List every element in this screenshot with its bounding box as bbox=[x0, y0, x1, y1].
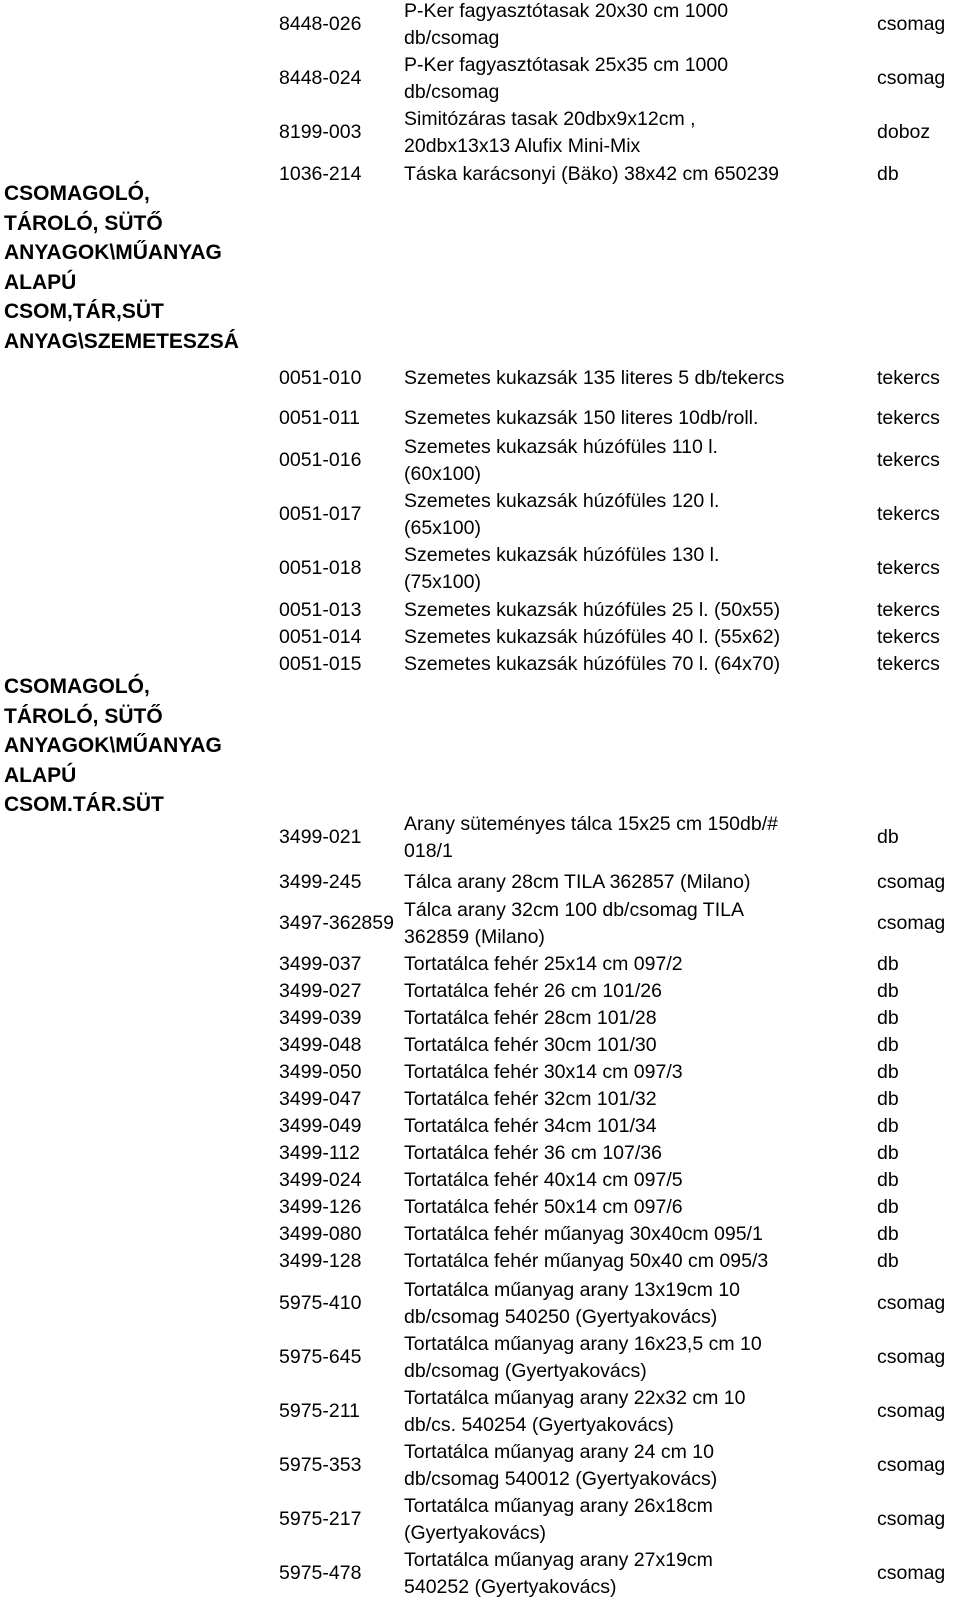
description-line: Szemetes kukazsák húzófüles 130 l. bbox=[404, 543, 720, 566]
product-unit: db bbox=[877, 1115, 899, 1138]
product-code: 5975-478 bbox=[279, 1562, 362, 1585]
product-code: 0051-014 bbox=[279, 626, 362, 649]
description-line: db/csomag bbox=[404, 27, 500, 49]
product-code: 5975-410 bbox=[279, 1292, 362, 1315]
product-unit: db bbox=[877, 163, 899, 186]
product-description bbox=[404, 0, 864, 53]
product-unit: csomag bbox=[877, 871, 946, 894]
product-description bbox=[404, 1547, 864, 1602]
product-unit: db bbox=[877, 1007, 899, 1030]
product-description bbox=[404, 597, 864, 625]
category-line: ANYAGOK\MŰANYAG bbox=[4, 734, 222, 757]
description-line: db/cs. 540254 (Gyertyakovács) bbox=[404, 1414, 674, 1436]
description-line: Tortatálca fehér 28cm 101/28 bbox=[404, 1007, 657, 1030]
product-description bbox=[404, 1493, 864, 1548]
product-unit: db bbox=[877, 980, 899, 1003]
product-code: 3499-112 bbox=[279, 1142, 360, 1165]
description-line: 20dbx13x13 Alufix Mini-Mix bbox=[404, 135, 641, 157]
description-line: db/csomag bbox=[404, 81, 500, 103]
description-line: Táska karácsonyi (Bäko) 38x42 cm 650239 bbox=[404, 163, 780, 186]
product-unit: tekercs bbox=[877, 653, 940, 676]
product-description bbox=[404, 161, 864, 189]
product-unit: db bbox=[877, 826, 899, 849]
description-line: Tortatálca műanyag arany 16x23,5 cm 10 bbox=[404, 1332, 762, 1355]
product-description bbox=[404, 1439, 864, 1494]
product-code: 0051-013 bbox=[279, 599, 362, 622]
product-description bbox=[404, 1032, 864, 1060]
product-unit: db bbox=[877, 1196, 899, 1219]
product-unit: doboz bbox=[877, 121, 931, 144]
product-description bbox=[404, 1086, 864, 1114]
category-line: CSOMAGOLÓ, bbox=[4, 182, 150, 205]
product-unit: csomag bbox=[877, 1346, 946, 1369]
product-code: 3499-050 bbox=[279, 1061, 362, 1084]
product-description bbox=[404, 1059, 864, 1087]
description-line: Tortatálca fehér 34cm 101/34 bbox=[404, 1115, 657, 1138]
product-code: 3499-245 bbox=[279, 871, 362, 894]
product-description bbox=[404, 405, 864, 433]
product-code: 0051-011 bbox=[279, 407, 360, 430]
product-code: 3499-039 bbox=[279, 1007, 362, 1030]
product-unit: db bbox=[877, 1250, 899, 1273]
product-unit: db bbox=[877, 1088, 899, 1111]
product-code: 3499-047 bbox=[279, 1088, 362, 1111]
description-line: Szemetes kukazsák 135 literes 5 db/tekercs bbox=[404, 367, 785, 390]
product-unit: db bbox=[877, 1061, 899, 1084]
product-code: 0051-017 bbox=[279, 503, 362, 526]
category-line: CSOMAGOLÓ, bbox=[4, 675, 150, 698]
product-code: 5975-211 bbox=[279, 1400, 360, 1423]
product-code: 8448-026 bbox=[279, 13, 362, 36]
product-unit: db bbox=[877, 1223, 899, 1246]
description-line: Tortatálca fehér 40x14 cm 097/5 bbox=[404, 1169, 683, 1192]
product-code: 5975-217 bbox=[279, 1508, 362, 1531]
product-unit: csomag bbox=[877, 1508, 946, 1531]
product-code: 3499-126 bbox=[279, 1196, 362, 1219]
description-line: Tortatálca fehér 30cm 101/30 bbox=[404, 1034, 657, 1057]
category-cell bbox=[4, 179, 266, 349]
category-line: ANYAG\SZEMETESZSÁ bbox=[4, 329, 239, 349]
product-description bbox=[404, 1167, 864, 1195]
description-line: Tortatálca műanyag arany 13x19cm 10 bbox=[404, 1278, 741, 1301]
description-line: Arany süteményes tálca 15x25 cm 150db/# bbox=[404, 812, 778, 835]
category-cell bbox=[4, 672, 266, 820]
description-line: Tortatálca fehér 30x14 cm 097/3 bbox=[404, 1061, 683, 1084]
product-unit: db bbox=[877, 953, 899, 976]
product-description bbox=[404, 106, 864, 161]
product-code: 1036-214 bbox=[279, 163, 362, 186]
product-code: 0051-016 bbox=[279, 449, 362, 472]
category-line: TÁROLÓ, SÜTŐ bbox=[4, 704, 163, 728]
description-line: Tortatálca fehér 50x14 cm 097/6 bbox=[404, 1196, 683, 1219]
product-description bbox=[404, 1113, 864, 1141]
description-line: P-Ker fagyasztótasak 20x30 cm 1000 bbox=[404, 0, 729, 22]
description-line: Szemetes kukazsák húzófüles 70 l. (64x70) bbox=[404, 653, 781, 676]
product-code: 3499-049 bbox=[279, 1115, 362, 1138]
product-unit: csomag bbox=[877, 912, 946, 935]
product-description bbox=[404, 811, 864, 866]
product-code: 3499-024 bbox=[279, 1169, 362, 1192]
category-line: ALAPÚ bbox=[4, 270, 77, 294]
description-line: Tortatálca műanyag arany 26x18cm bbox=[404, 1494, 713, 1517]
description-line: Tortatálca fehér 32cm 101/32 bbox=[404, 1088, 657, 1111]
product-code: 8448-024 bbox=[279, 67, 362, 90]
description-line: Tortatálca fehér 25x14 cm 097/2 bbox=[404, 953, 683, 976]
description-line: db/csomag (Gyertyakovács) bbox=[404, 1360, 647, 1382]
description-line: Tálca arany 32cm 100 db/csomag TILA bbox=[404, 898, 744, 921]
description-line: Szemetes kukazsák húzófüles 25 l. (50x55) bbox=[404, 599, 781, 622]
product-code: 3499-027 bbox=[279, 980, 362, 1003]
product-description bbox=[404, 978, 864, 1006]
description-line: P-Ker fagyasztótasak 25x35 cm 1000 bbox=[404, 53, 729, 76]
category-line: TÁROLÓ, SÜTŐ bbox=[4, 211, 163, 235]
product-unit: csomag bbox=[877, 67, 946, 90]
description-line: (Gyertyakovács) bbox=[404, 1522, 546, 1544]
product-code: 3497-362859 bbox=[279, 912, 394, 935]
product-description bbox=[404, 434, 864, 489]
product-unit: tekercs bbox=[877, 626, 940, 649]
product-description bbox=[404, 1140, 864, 1168]
description-line: Tortatálca műanyag arany 22x32 cm 10 bbox=[404, 1386, 746, 1409]
product-unit: csomag bbox=[877, 1562, 946, 1585]
description-line: db/csomag 540012 (Gyertyakovács) bbox=[404, 1468, 718, 1490]
product-unit: csomag bbox=[877, 1292, 946, 1315]
product-code: 3499-021 bbox=[279, 826, 362, 849]
description-line: Szemetes kukazsák 150 literes 10db/roll. bbox=[404, 407, 759, 430]
description-line: (65x100) bbox=[404, 517, 481, 539]
product-code: 3499-048 bbox=[279, 1034, 362, 1057]
product-description bbox=[404, 365, 864, 393]
description-line: Szemetes kukazsák húzófüles 110 l. bbox=[404, 435, 718, 458]
category-line: CSOM.TÁR.SÜT bbox=[4, 793, 164, 816]
product-code: 0051-018 bbox=[279, 557, 362, 580]
category-line: CSOM,TÁR,SÜT bbox=[4, 300, 164, 323]
product-unit: tekercs bbox=[877, 557, 940, 580]
category-line: ALAPÚ bbox=[4, 763, 77, 787]
product-code: 3499-080 bbox=[279, 1223, 362, 1246]
description-line: Szemetes kukazsák húzófüles 40 l. (55x62) bbox=[404, 626, 781, 649]
description-line: Tortatálca fehér 36 cm 107/36 bbox=[404, 1142, 662, 1165]
product-description bbox=[404, 1005, 864, 1033]
description-line: Tortatálca műanyag arany 24 cm 10 bbox=[404, 1440, 715, 1463]
product-description bbox=[404, 1221, 864, 1249]
description-line: 018/1 bbox=[404, 840, 453, 862]
category-line: ANYAGOK\MŰANYAG bbox=[4, 241, 222, 264]
product-code: 5975-353 bbox=[279, 1454, 362, 1477]
product-description bbox=[404, 1277, 864, 1332]
product-unit: db bbox=[877, 1142, 899, 1165]
product-description bbox=[404, 542, 864, 597]
product-unit: tekercs bbox=[877, 599, 940, 622]
product-unit: csomag bbox=[877, 1454, 946, 1477]
product-unit: tekercs bbox=[877, 503, 940, 526]
product-unit: csomag bbox=[877, 13, 946, 36]
description-line: Tortatálca műanyag arany 27x19cm bbox=[404, 1548, 713, 1571]
description-line: Tálca arany 28cm TILA 362857 (Milano) bbox=[404, 871, 751, 894]
product-description bbox=[404, 1194, 864, 1222]
product-code: 0051-015 bbox=[279, 653, 362, 676]
description-line: 362859 (Milano) bbox=[404, 926, 545, 948]
description-line: Tortatálca fehér műanyag 30x40cm 095/1 bbox=[404, 1223, 763, 1246]
product-code: 5975-645 bbox=[279, 1346, 362, 1369]
product-unit: csomag bbox=[877, 1400, 946, 1423]
product-unit: db bbox=[877, 1034, 899, 1057]
product-description bbox=[404, 1331, 864, 1386]
description-line: Tortatálca fehér műanyag 50x40 cm 095/3 bbox=[404, 1250, 769, 1273]
product-description bbox=[404, 651, 864, 679]
product-description bbox=[404, 951, 864, 979]
product-code: 0051-010 bbox=[279, 367, 362, 390]
product-code: 3499-128 bbox=[279, 1250, 362, 1273]
description-line: Szemetes kukazsák húzófüles 120 l. bbox=[404, 489, 720, 512]
product-code: 8199-003 bbox=[279, 121, 362, 144]
product-unit: tekercs bbox=[877, 367, 940, 390]
product-description bbox=[404, 869, 864, 897]
product-description bbox=[404, 488, 864, 543]
product-description bbox=[404, 52, 864, 107]
product-code: 3499-037 bbox=[279, 953, 362, 976]
product-description bbox=[404, 1385, 864, 1440]
product-unit: tekercs bbox=[877, 449, 940, 472]
description-line: (60x100) bbox=[404, 463, 481, 485]
product-description bbox=[404, 1248, 864, 1276]
product-description bbox=[404, 624, 864, 652]
description-line: db/csomag 540250 (Gyertyakovács) bbox=[404, 1306, 718, 1328]
product-unit: db bbox=[877, 1169, 899, 1192]
description-line: 540252 (Gyertyakovács) bbox=[404, 1576, 617, 1598]
description-line: (75x100) bbox=[404, 571, 481, 593]
product-unit: tekercs bbox=[877, 407, 940, 430]
description-line: Tortatálca fehér 26 cm 101/26 bbox=[404, 980, 662, 1003]
product-description bbox=[404, 897, 864, 952]
description-line: Simitózáras tasak 20dbx9x12cm , bbox=[404, 107, 696, 130]
